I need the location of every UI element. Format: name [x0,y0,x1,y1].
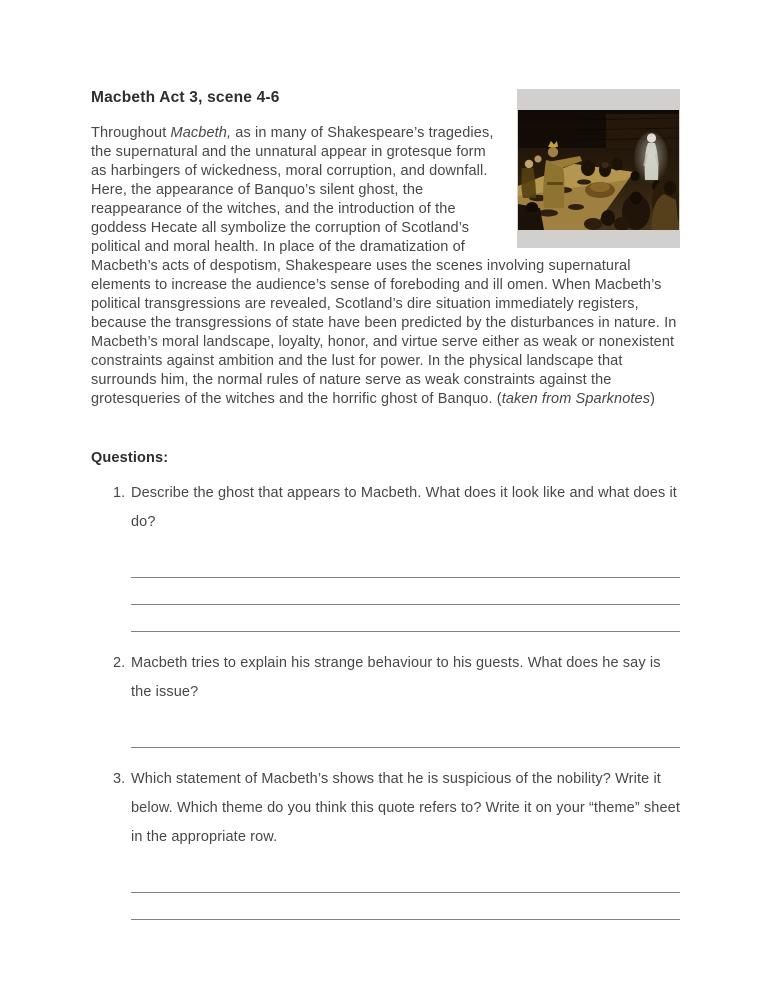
question-3-number: 3. [113,771,126,787]
question-2-number: 2. [113,655,126,671]
questions-heading: Questions: [91,450,169,466]
question-2-text: Macbeth tries to explain his strange behaviour to his guests. What does he say is the issue? [131,655,661,700]
answer-line [131,551,680,578]
question-3-answer-area [131,866,680,920]
answer-line [131,721,680,748]
banquet-painting-figure [517,89,680,248]
question-3-text: Which statement of Macbeth’s shows that he is suspicious of the nobility? Write it below. Which theme do you think this quote refers to? Write it on your “theme” sheet in the appropriate row. [131,771,680,845]
document-title: Macbeth Act 3, scene 4-6 [91,89,280,106]
question-1-text-row [113,479,680,537]
question-1-number: 1. [113,485,126,501]
answer-line [131,866,680,893]
banquet-ghost-painting [518,110,679,230]
intro-italic-macbeth: Macbeth, [170,125,232,141]
question-2-text-row [113,649,680,707]
question-1-text: Describe the ghost that appears to Macbeth. What does it look like and what does it do? [131,485,677,530]
question-3 [113,765,680,920]
intro-text-2: as in many of Shakespeare’s tragedies, the supernatural and the unnatural appear in grotesque form as harbingers of wickedness, moral corruption, and downfall. Here, the appearance of Banquo’s silent ghost, the reappearance of the witches, and the introduction of the goddess Hecate all symbolize the corruption of Scotland’s political and moral health. In place of the dramatization of Macbeth’s acts of despotism, Shakespeare uses the scenes involving supernatural elements to increase the audience’s sense of foreboding and ill omen. When Macbeth’s political transgressions are revealed, Scotland’s dire situation immediately registers, because the transgressions of state have been predicted by the disturbances in nature. In Macbeth’s moral landscape, loyalty, honor, and virtue serve either as weak or nonexistent constraints against ambition and the lust for power. In the physical landscape that surrounds him, the normal rules of nature serve as weak constraints against the grotesqueries of the witches and the horrific ghost of Banquo. ( [91,125,677,407]
question-3-text-row [113,765,680,852]
answer-line [131,578,680,605]
intro-text-3: ) [650,391,656,407]
question-2-answer-area [131,721,680,748]
question-1-answer-area [131,551,680,632]
answer-line [131,605,680,632]
answer-line [131,893,680,920]
question-1 [113,479,680,632]
question-2 [113,649,680,748]
intro-italic-source: taken from Sparknotes [501,391,651,407]
intro-text-1: Throughout [91,125,171,141]
